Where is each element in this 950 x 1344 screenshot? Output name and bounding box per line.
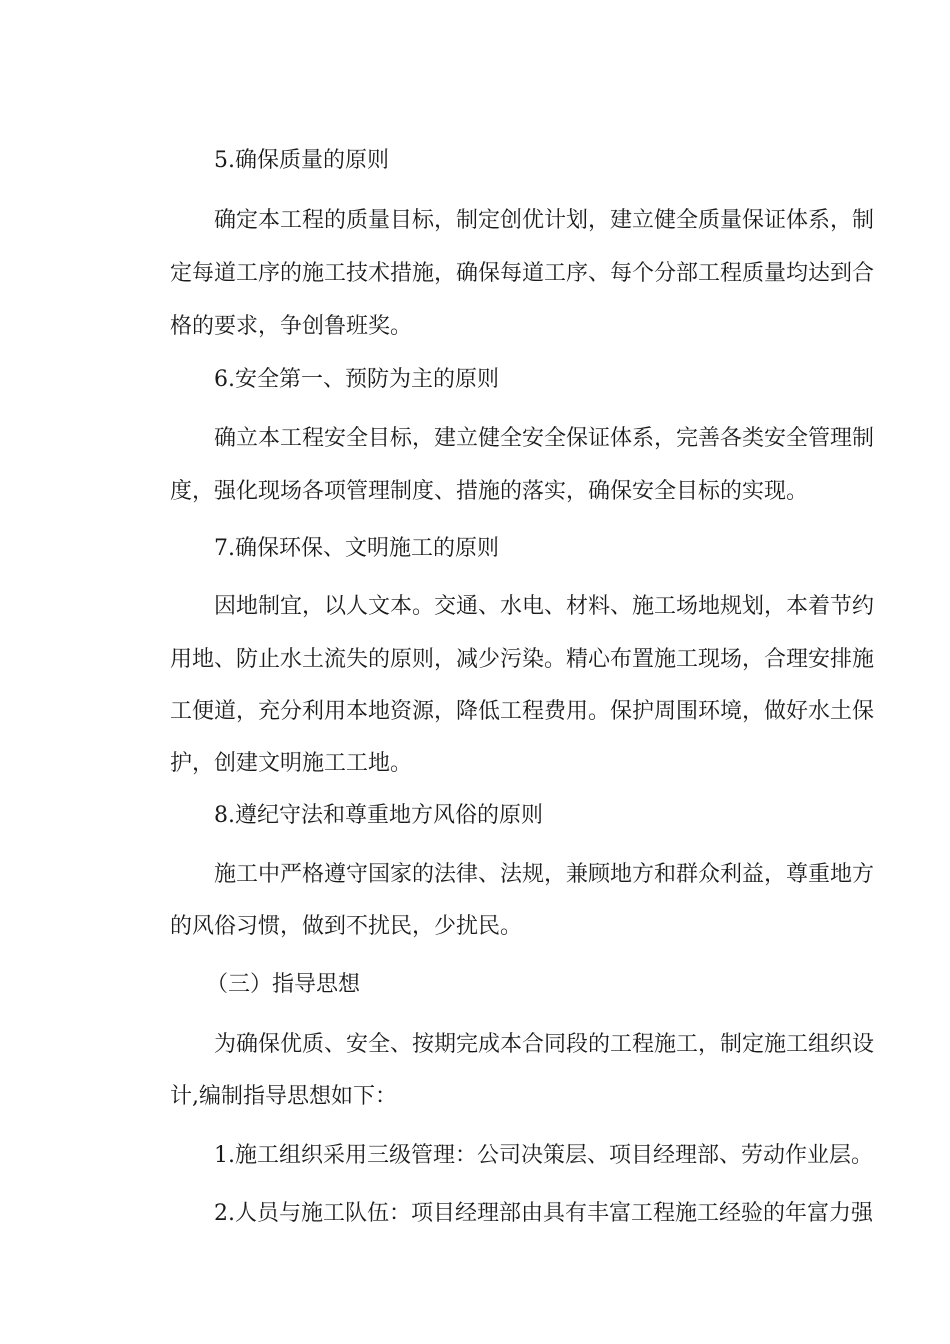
paragraph-line: 确定本工程的质量目标，制定创优计划，建立健全质量保证体系，制 [214, 208, 875, 233]
heading-principle-5: 5.确保质量的原则 [214, 148, 389, 173]
paragraph-line: 定每道工序的施工技术措施，确保每道工序、每个分部工程质量均达到合 [170, 261, 875, 286]
paragraph-line: 施工中严格遵守国家的法律、法规，兼顾地方和群众利益，尊重地方 [214, 862, 875, 887]
heading-principle-6: 6.安全第一、预防为主的原则 [214, 367, 499, 392]
paragraph-line: 计,编制指导思想如下： [170, 1084, 397, 1109]
list-item-1: 1.施工组织采用三级管理：公司决策层、项目经理部、劳动作业层。 [214, 1143, 873, 1168]
paragraph-line: 格的要求，争创鲁班奖。 [170, 314, 413, 339]
paragraph-line: 确立本工程安全目标，建立健全安全保证体系，完善各类安全管理制 [214, 426, 875, 451]
heading-principle-8: 8.遵纪守法和尊重地方风俗的原则 [214, 803, 543, 828]
paragraph-line: 度，强化现场各项管理制度、措施的落实，确保安全目标的实现。 [170, 479, 809, 504]
paragraph-line: 护，创建文明施工工地。 [170, 751, 413, 776]
section-heading: （三）指导思想 [206, 972, 361, 997]
list-item-2: 2.人员与施工队伍：项目经理部由具有丰富工程施工经验的年富力强 [214, 1201, 873, 1226]
paragraph-line: 因地制宜，以人文本。交通、水电、材料、施工场地规划，本着节约 [214, 594, 875, 619]
paragraph-line: 工便道，充分利用本地资源，降低工程费用。保护周围环境，做好水土保 [170, 699, 875, 724]
paragraph-line: 用地、防止水土流失的原则，减少污染。精心布置施工现场，合理安排施 [170, 647, 875, 672]
paragraph-line: 的风俗习惯，做到不扰民，少扰民。 [170, 914, 523, 939]
paragraph-line: 为确保优质、安全、按期完成本合同段的工程施工，制定施工组织设 [214, 1032, 875, 1057]
heading-principle-7: 7.确保环保、文明施工的原则 [214, 536, 499, 561]
